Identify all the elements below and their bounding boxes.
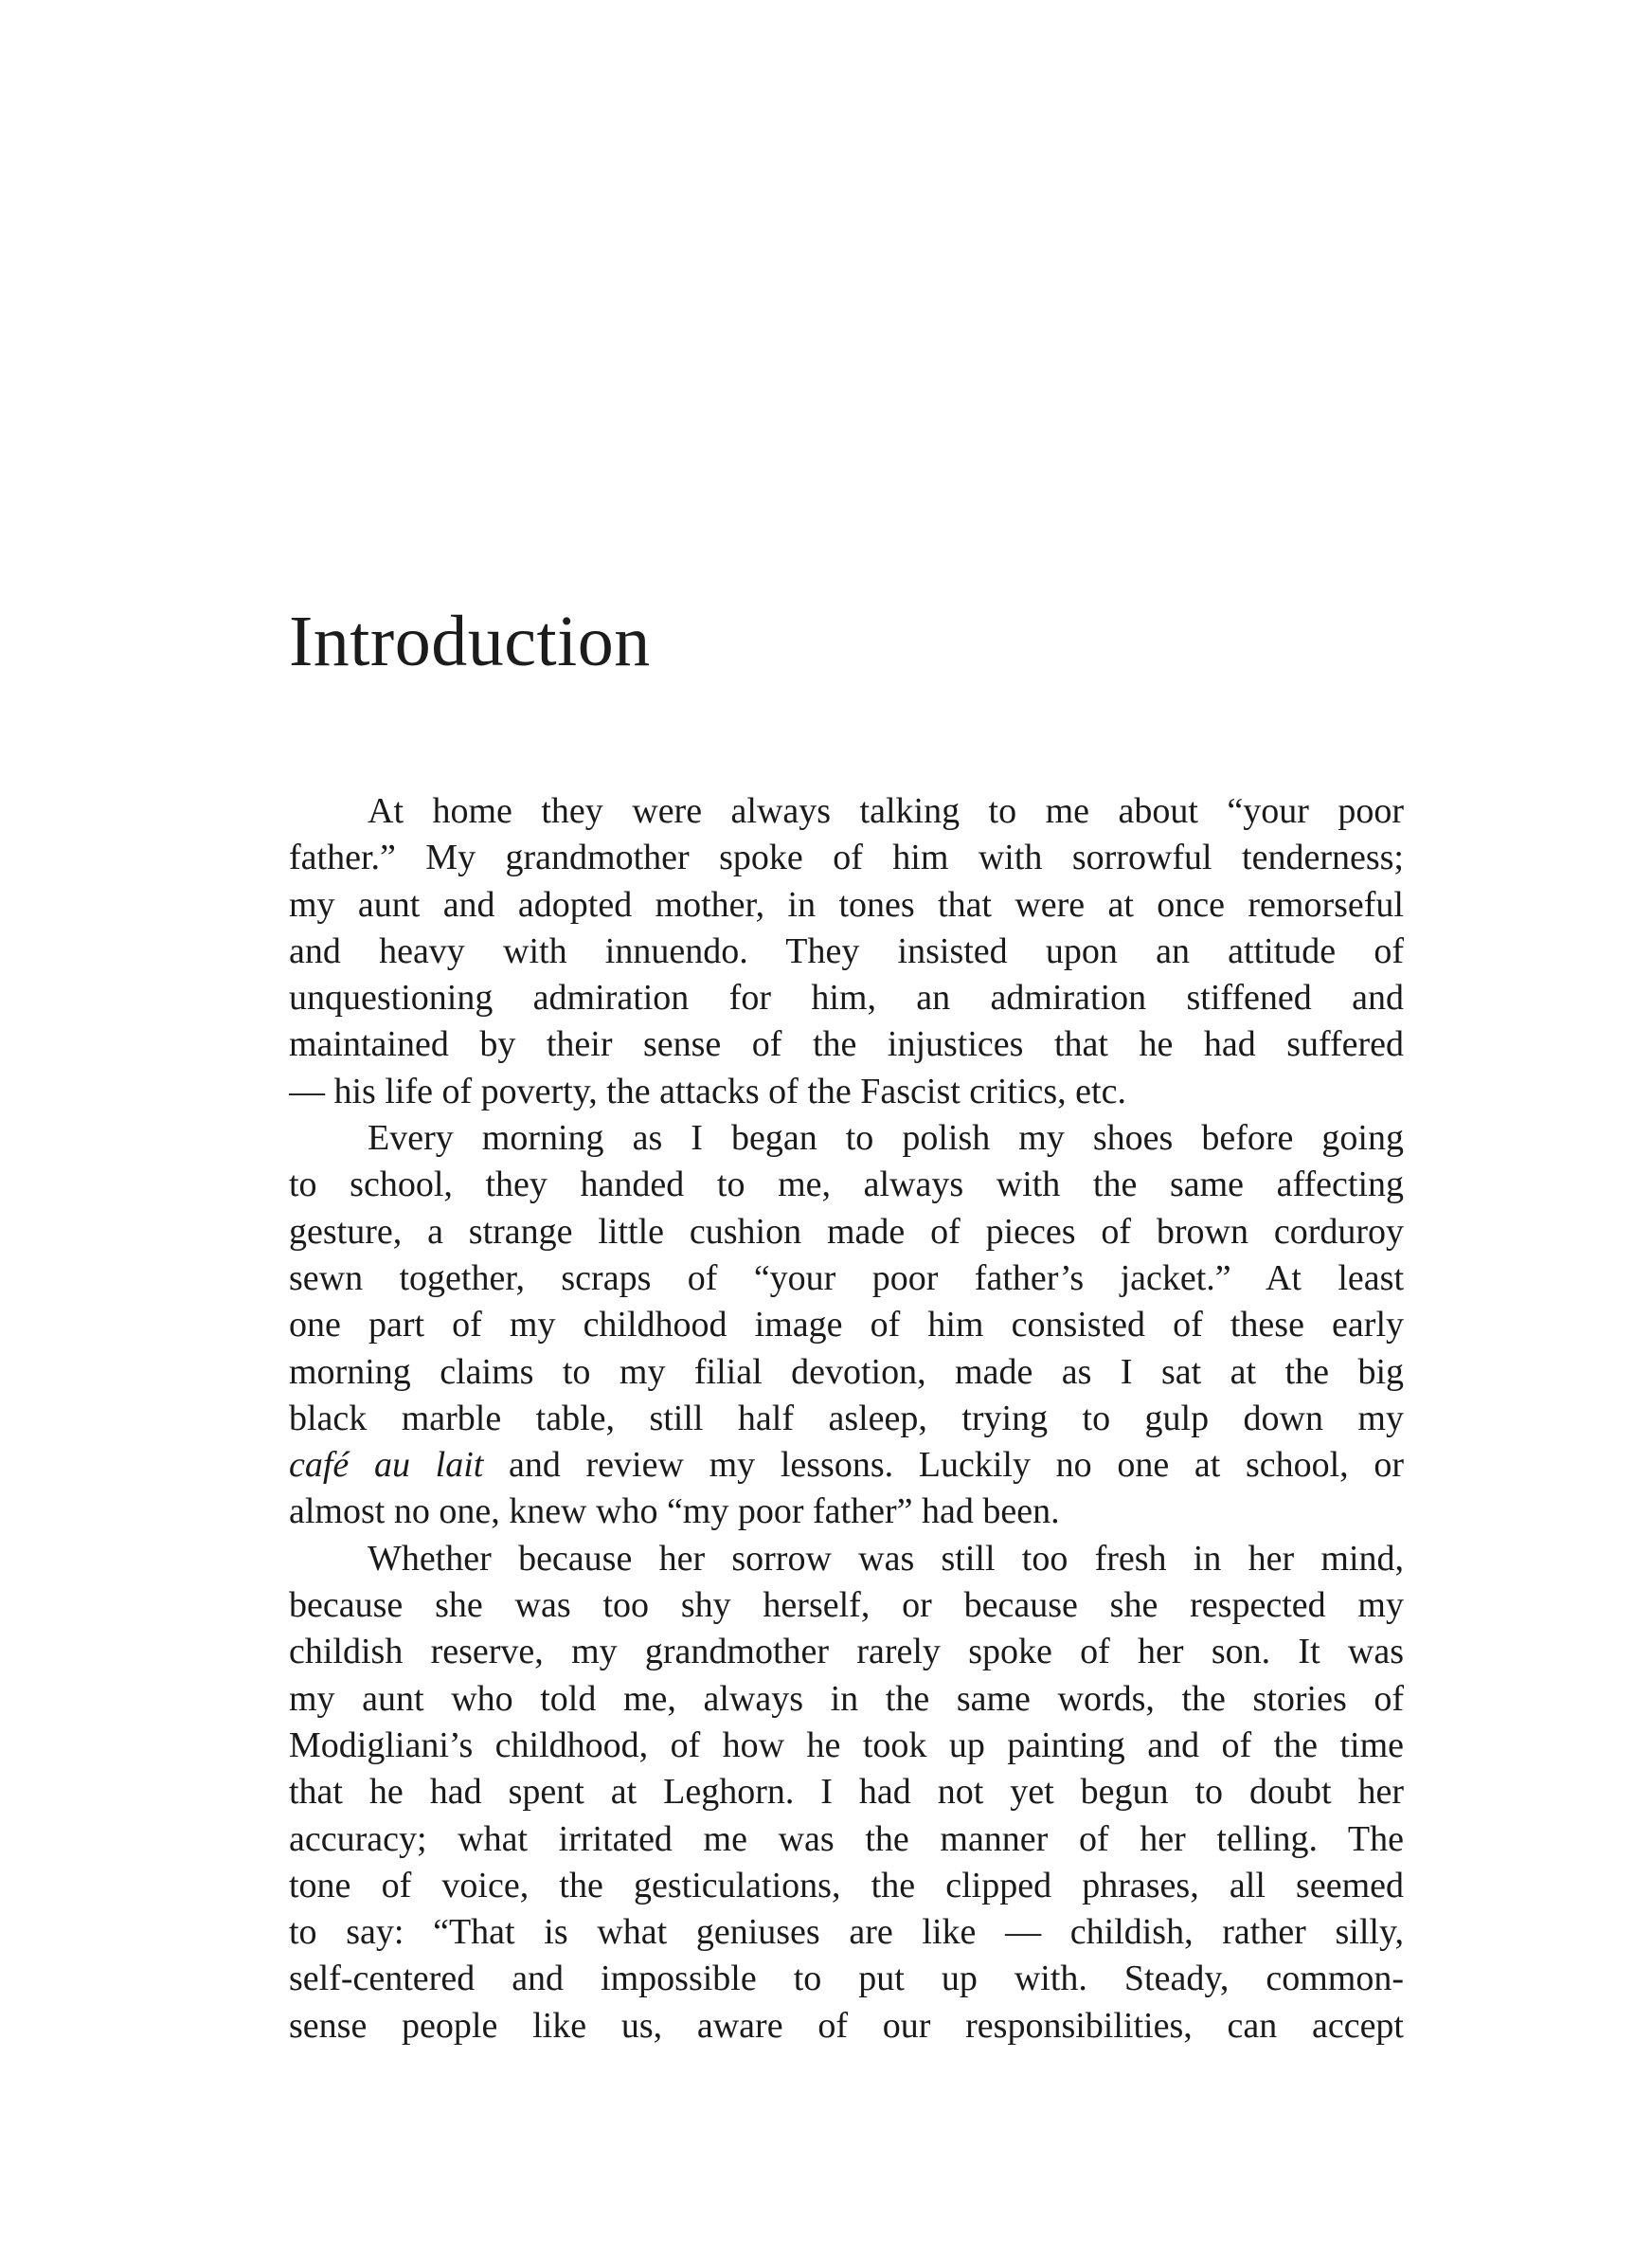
text-line: gesture, a strange little cushion made of pieces of brown corduroy <box>289 1211 1404 1252</box>
text-line: Whether because her sorrow was still too fresh in her mind, <box>368 1538 1404 1579</box>
text-line: accuracy; what irritated me was the manner of her telling. The <box>289 1818 1404 1859</box>
text-line: Modigliani’s childhood, of how he took up painting and of the time <box>289 1724 1404 1765</box>
chapter-title: Introduction <box>289 602 651 681</box>
text-line: my aunt who told me, always in the same words, the stories of <box>289 1678 1404 1719</box>
text-line: At home they were always talking to me about “your poor <box>368 791 1404 831</box>
text-line: sewn together, scraps of “your poor father’s jacket.” At least <box>289 1257 1404 1298</box>
text-line: — his life of poverty, the attacks of the Fascist critics, etc. <box>289 1071 1126 1111</box>
paragraph-2 <box>289 1115 1404 1536</box>
text-line: morning claims to my filial devotion, made as I sat at the big <box>289 1351 1404 1392</box>
text-line: maintained by their sense of the injustices that he had suffered <box>289 1024 1404 1065</box>
text-line: almost no one, knew who “my poor father” had been. <box>289 1491 1060 1532</box>
text-line: one part of my childhood image of him consisted of these early <box>289 1305 1404 1345</box>
text-line: sense people like us, aware of our responsibilities, can accept <box>289 2005 1404 2046</box>
paragraph-3 <box>289 1536 1404 2049</box>
paragraph-1 <box>289 788 1404 1115</box>
text-line-with-italic <box>289 1442 1404 1489</box>
text-line: father.” My grandmother spoke of him with sorrowful tenderness; <box>289 838 1404 878</box>
body-text <box>289 788 1404 2049</box>
text-line: to school, they handed to me, always with the same affecting <box>289 1165 1404 1205</box>
italic-phrase: café au lait <box>289 1445 484 1486</box>
text-line: self-centered and impossible to put up with. Steady, common- <box>289 1959 1404 1999</box>
text-line: because she was too shy herself, or because she respected my <box>289 1585 1404 1626</box>
text-line: my aunt and adopted mother, in tones that were at once remorseful <box>289 884 1404 925</box>
text-line: black marble table, still half asleep, trying to gulp down my <box>289 1398 1404 1438</box>
text-line: to say: “That is what geniuses are like — childish, rather silly, <box>289 1912 1404 1953</box>
text-line: tone of voice, the gesticulations, the clipped phrases, all seemed <box>289 1865 1404 1905</box>
text-line: childish reserve, my grandmother rarely spoke of her son. It was <box>289 1632 1404 1672</box>
text-line: that he had spent at Leghorn. I had not yet begun to doubt her <box>289 1772 1404 1813</box>
line-continuation: and review my lessons. Luckily no one at school, or <box>483 1445 1404 1486</box>
text-line: and heavy with innuendo. They insisted upon an attitude of <box>289 930 1404 971</box>
text-line: Every morning as I began to polish my shoes before going <box>368 1118 1404 1159</box>
text-line: unquestioning admiration for him, an admiration stiffened and <box>289 978 1404 1019</box>
